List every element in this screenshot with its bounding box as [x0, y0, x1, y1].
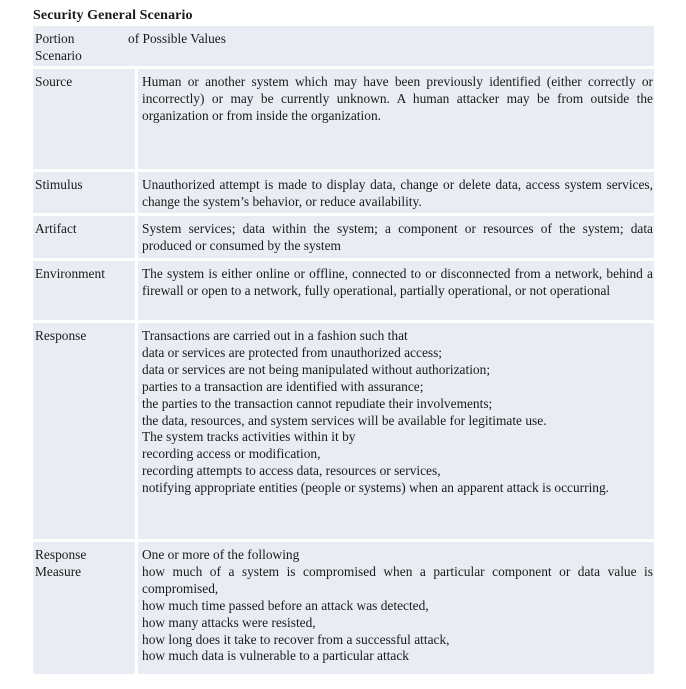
response-line: data or services are protected from unauthorized access;	[142, 344, 443, 360]
response-line: the data, resources, and system services will be available for legitimate use.	[142, 412, 547, 428]
table-row	[33, 216, 654, 261]
header-portion-line: Scenario	[35, 47, 82, 63]
values-cell	[135, 323, 654, 539]
values-cell: Unauthorized attempt is made to display data, change or delete data, access system services, change the system’s behavior, or reduce availability.	[135, 172, 654, 213]
values-cell	[135, 542, 654, 674]
measure-line: how much time passed before an attack was detected,	[142, 597, 429, 613]
table-row	[33, 172, 654, 216]
measure-line: how many attacks were resisted,	[142, 614, 316, 630]
response-line: parties to a transaction are identified with assurance;	[142, 378, 424, 394]
measure-line: One or more of the following	[142, 547, 300, 562]
table-row	[33, 542, 654, 674]
table-row	[33, 261, 654, 323]
portion-cell: Response	[35, 328, 87, 343]
scenario-table	[33, 26, 654, 674]
header-portion-cell	[33, 26, 135, 66]
header-values-cell	[121, 26, 654, 66]
values-cell: Human or another system which may have been previously identified (either correctly or incorrectly) or may be currently unknown. A human attacker may be from outside the organization or from inside the organization.	[135, 69, 654, 169]
document-title: Security General Scenario	[33, 8, 193, 23]
measure-line: how much of a system is compromised when a particular component or data value is compromised,	[142, 563, 653, 596]
response-line: data or services are not being manipulated without authorization;	[142, 361, 491, 377]
response-line: notifying appropriate entities (people or systems) when an apparent attack is occurring.	[142, 480, 610, 496]
response-line: Transactions are carried out in a fashion such that	[142, 328, 408, 343]
portion-cell: Stimulus	[35, 177, 83, 192]
table-header-row	[33, 26, 654, 69]
measure-line: how much data is vulnerable to a particular attack	[142, 648, 409, 664]
values-cell: The system is either online or offline, connected to or disconnected from a network, behind a firewall or open to a network, fully operational, partially operational, or not operational	[135, 261, 654, 320]
response-line: recording access or modification,	[142, 446, 321, 462]
portion-line: Response	[35, 547, 87, 562]
portion-cell: Artifact	[35, 221, 77, 236]
response-line: recording attempts to access data, resources or services,	[142, 463, 441, 479]
response-line: the parties to the transaction cannot repudiate their involvements;	[142, 395, 493, 411]
response-line: The system tracks activities within it by	[142, 429, 356, 445]
portion-cell: Environment	[35, 266, 105, 281]
header-values-text: Possible Values	[142, 31, 226, 46]
table-row	[33, 323, 654, 542]
table-row	[33, 69, 654, 172]
portion-cell	[33, 542, 135, 674]
measure-line: how long does it take to recover from a successful attack,	[142, 631, 450, 647]
header-portion-line: Portion	[35, 31, 75, 46]
values-cell: System services; data within the system; a component or resources of the system; data produced or consumed by the system	[135, 216, 654, 258]
portion-cell: Source	[35, 74, 73, 89]
header-of-text: of	[128, 31, 140, 46]
portion-line: Measure	[35, 563, 82, 579]
